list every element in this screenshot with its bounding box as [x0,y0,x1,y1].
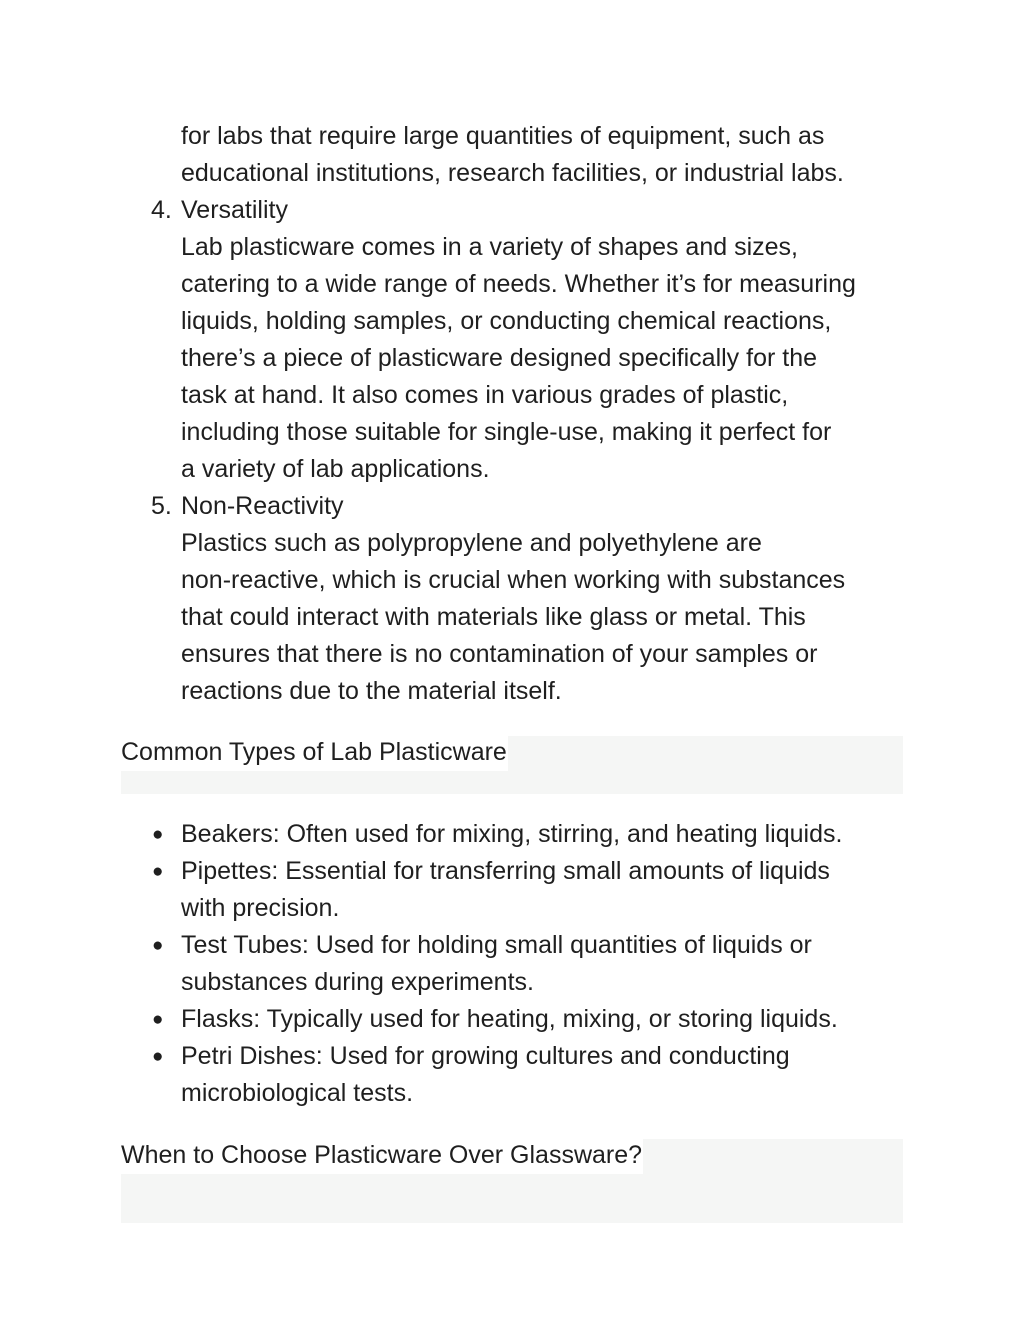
item-body-line: liquids, holding samples, or conducting chemical reactions, [181,307,832,335]
list-item-continuation: microbiological tests. [181,1079,414,1107]
continuation-line: educational institutions, research facilities, or industrial labs. [181,159,844,187]
item-body-line: including those suitable for single-use, making it perfect for [181,418,832,446]
list-item: Beakers: Often used for mixing, stirring, and heating liquids. [181,820,843,848]
item-body-line: Plastics such as polypropylene and polyethylene are [181,529,762,557]
bullet-icon: ● [152,861,164,882]
list-item: Test Tubes: Used for holding small quantities of liquids or [181,931,812,959]
bullet-icon: ● [152,935,164,956]
list-item-continuation: with precision. [181,894,340,922]
section-heading-when: When to Choose Plasticware Over Glassware? [121,1137,643,1174]
item-title: Versatility [181,196,288,224]
item-body-line: Lab plasticware comes in a variety of shapes and sizes, [181,233,798,261]
item-body-line: catering to a wide range of needs. Whether it’s for measuring [181,270,856,298]
bullet-icon: ● [152,824,164,845]
list-item: Flasks: Typically used for heating, mixing, or storing liquids. [181,1005,838,1033]
item-body-line: a variety of lab applications. [181,455,490,483]
item-body-line: ensures that there is no contamination of your samples or [181,640,818,668]
list-item: Petri Dishes: Used for growing cultures and conducting [181,1042,790,1070]
item-body-line: non-reactive, which is crucial when working with substances [181,566,846,594]
bullet-icon: ● [152,1046,164,1067]
list-number: 4. [151,196,172,224]
item-body-line: that could interact with materials like glass or metal. This [181,603,806,631]
item-body-line: task at hand. It also comes in various grades of plastic, [181,381,789,409]
section-heading-types: Common Types of Lab Plasticware [121,734,508,771]
bullet-icon: ● [152,1009,164,1030]
continuation-line: for labs that require large quantities of equipment, such as [181,122,825,150]
item-body-line: reactions due to the material itself. [181,677,562,705]
list-item: Pipettes: Essential for transferring small amounts of liquids [181,857,830,885]
list-item-continuation: substances during experiments. [181,968,534,996]
item-title: Non-Reactivity [181,492,344,520]
item-body-line: there’s a piece of plasticware designed specifically for the [181,344,817,372]
list-number: 5. [151,492,172,520]
